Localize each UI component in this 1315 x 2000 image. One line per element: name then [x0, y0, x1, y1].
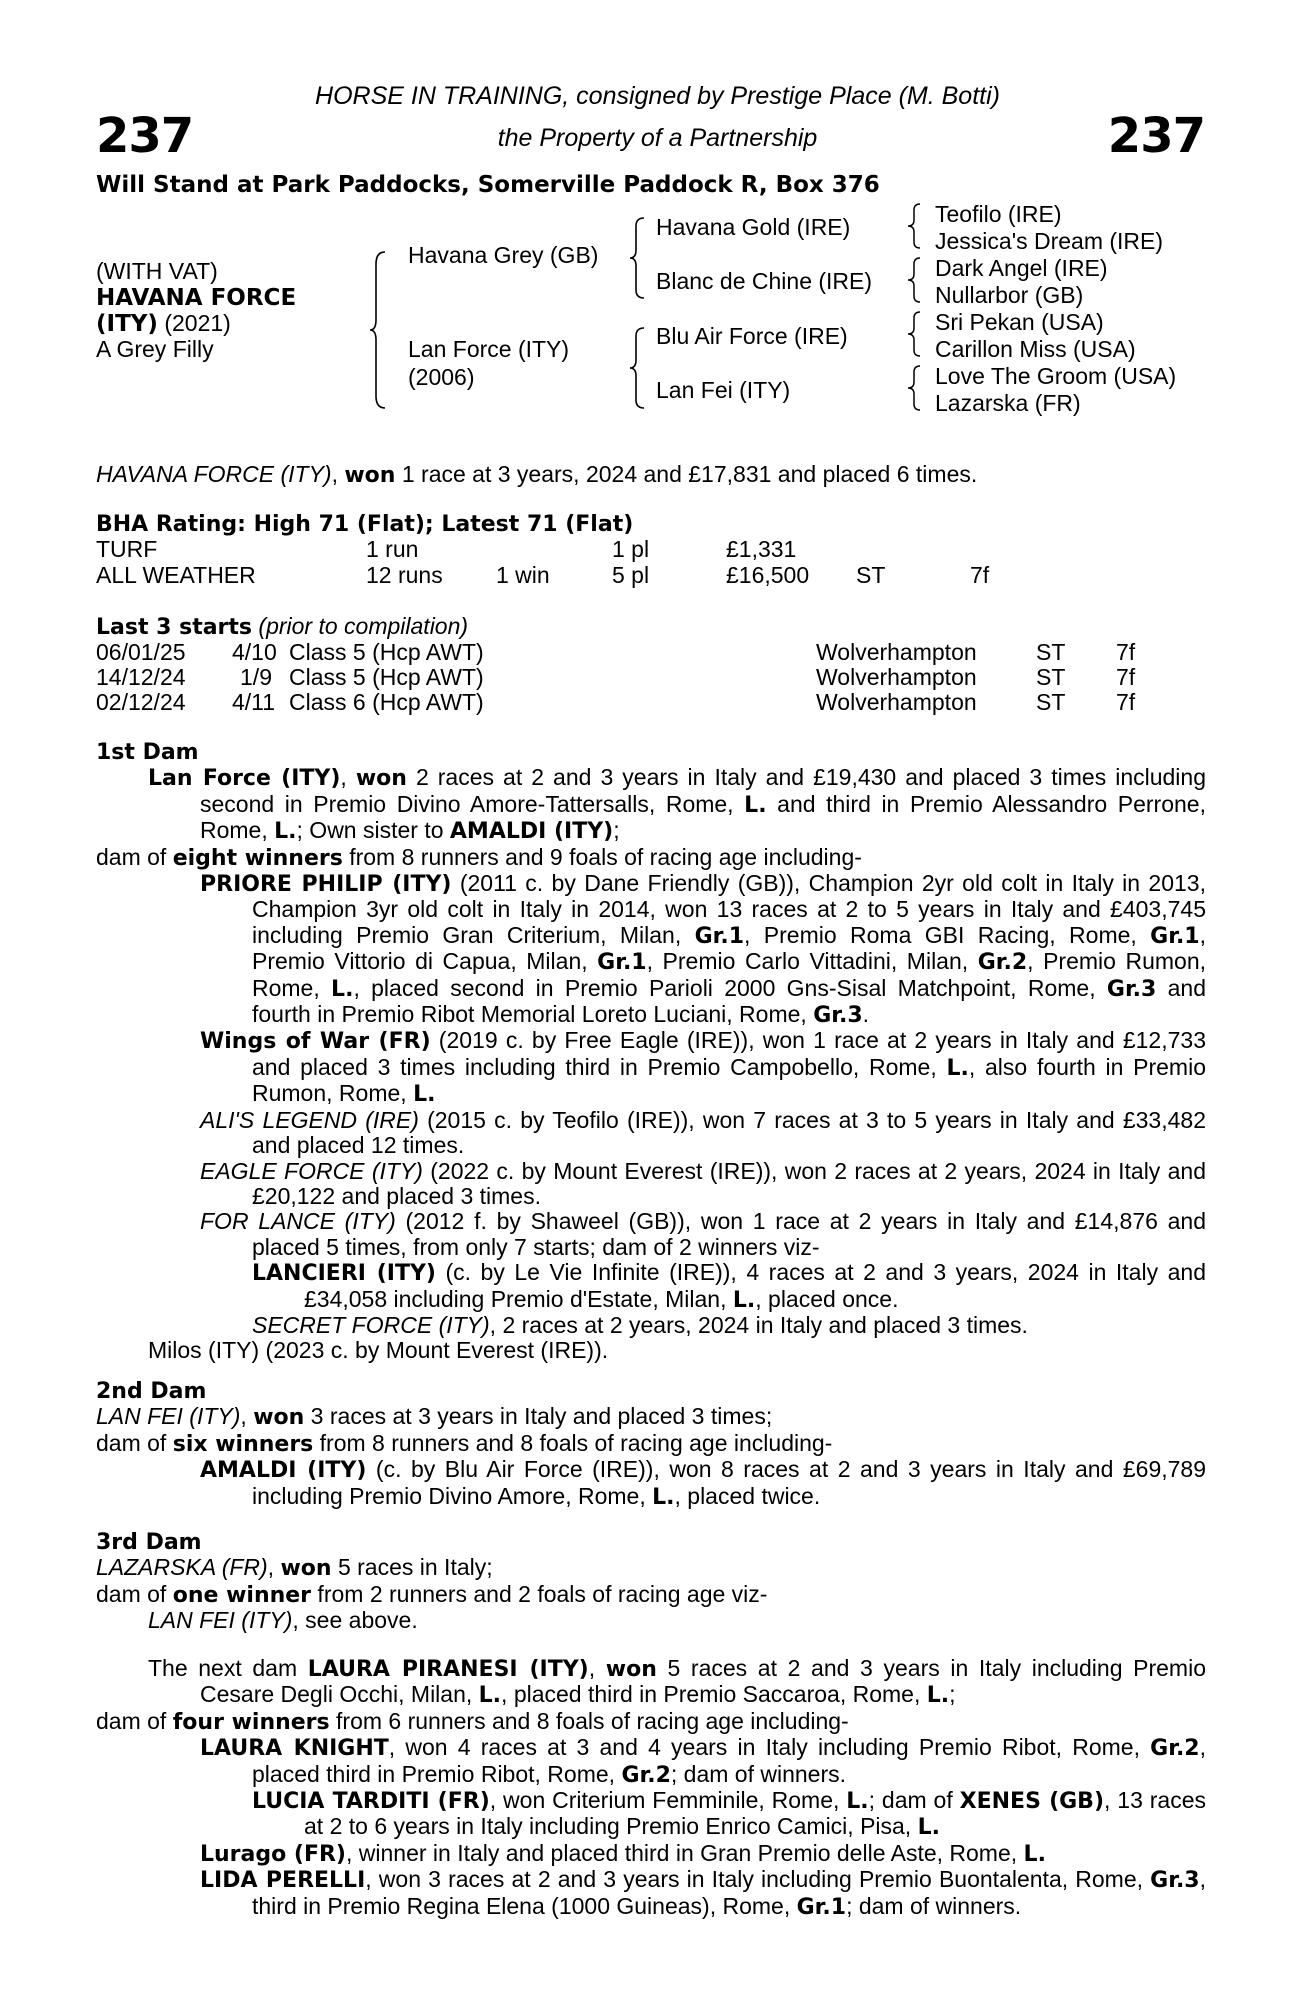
lot-number-right: 237	[1107, 108, 1205, 164]
pedigree-brace-sire	[630, 216, 648, 300]
summary-name: HAVANA FORCE (ITY)	[96, 461, 332, 487]
horse-name: HAVANA FORCE	[96, 285, 297, 311]
section-heading: 2nd Dam	[96, 1379, 207, 1404]
horse-country: (ITY)	[96, 311, 158, 337]
next-dam-section: The next dam LAURA PIRANESI (ITY), won 5 races at 2 and 3 years in Italy including Premio Cesare Degli Occhi, Milan, L., placed third in Premio Saccaroa, Rome, L.; dam of four winners from 6 runners and 8 foals of racing age including- LAURA KNIGHT, won 4 races at 3 and 4 years in Italy including Premio Ribot, Rome, Gr.2, placed third in Premio Ribot, Rome, Gr.2; dam of winners. LUCIA TARDITI (FR), won Criterium Femminile, Rome, L.; dam of XENES (GB), 13 races at 2 to 6 years in Italy including Premio Enrico Camici, Pisa, L. Lurago (FR), winner in Italy and placed third in Gran Premio delle Aste, Rome, L. LIDA PERELLI, won 3 races at 2 and 3 years in Italy including Premio Buontalenta, Rome, Gr.3, third in Premio Regina Elena (1000 Guineas), Rome, Gr.1; dam of winners.	[96, 1655, 1207, 1920]
gen3-1: Teofilo (IRE)	[935, 201, 1062, 227]
pedigree-brace-main	[370, 250, 390, 410]
pedigree-brace-g3d	[908, 364, 924, 412]
horse-year: (2021)	[164, 310, 231, 336]
catalogue-page: 237 237 HORSE IN TRAINING, consigned by Prestige Place (M. Botti) the Property of a Partnership Will Stand at Park Paddocks, Somerville Paddock R, Box 376 (WITH VAT) HAVANA FORCE (ITY) (2021) A Grey Filly Havana Grey (GB) Lan Force (ITY) (2006) Havana Gold (IRE) Blanc de Chine (IRE) Blu Air Force (IRE) Lan Fei (ITY) Teofilo (IRE) Jessica's Dream (IRE) Dark Angel (IRE) Nullarbor (GB) Sri Pekan (USA) Carillon Miss (USA) Love The Groom (USA) Lazarska (FR) HAVANA FORCE (ITY), won 1 race at 3 years, 2024 and £17,831 and placed 6 times. BHA Rating: High 71 (Flat); Latest 71 (Flat) TURF 1 run 1 pl £1,331 ALL WEATHER 12 runs 1 win 5 pl £16,500 ST 7f Last 3 starts (prior to compilation) 06/01/25 4/10 Class 5 (Hcp AWT) Wolverhampton ST 7f 14/12/24 1/9 Class 5 (Hcp AWT) Wolverhampton ST 7f 02/12/24 4/11 Class 6 (Hcp AWT) Wolverhampton ST 7f 1st Dam Lan Force (ITY), won 2 races at 2 and 3 years in Italy and £19,430 and placed 3 times including second in Premio Divino Amore-Tattersalls, Rome, L. and third in Premio Alessandro Perrone, Rome, L.; Own sister to AMALDI (ITY); dam of eight winners from 8 runners and 9 foals of racing age including- PRIORE PHILIP (ITY) (2011 c. by Dane Friendly (GB)), Champion 2yr old colt in Italy in 2013, Champion 3yr old colt in Italy in 2014, won 13 races at 2 to 5 years in Italy and £403,745 including Premio Gran Criterium, Milan, Gr.1, Premio Roma GBI Racing, Rome, Gr.1, Premio Vittorio di Capua, Milan, Gr.1, Premio Carlo Vittadini, Milan, Gr.2, Premio Rumon, Rome, L., placed second in Premio Parioli 2000 Gns-Sisal Matchpoint, Rome, Gr.3 and fourth in Premio Ribot Memorial Loreto Luciani, Rome, Gr.3. Wings of War (FR) (2019 c. by Free Eagle (IRE)), won 1 race at 2 years in Italy and £12,733 and placed 3 times including third in Premio Campobello, Rome, L., also fourth in Premio Rumon, Rome, L. ALI'S LEGEND (IRE) (2015 c. by Teofilo (IRE)), won 7 races at 3 to 5 years in Italy and £33,482 and placed 12 times. EAGLE FORCE (ITY) (2022 c. by Mount Everest (IRE)), won 2 races at 2 years, 2024 in Italy and £20,122 and placed 3 times. FOR LANCE (ITY) (2012 f. by Shaweel (GB)), won 1 race at 2 years in Italy and £14,876 and placed 5 times, from only 7 starts; dam of 2 winners viz- LANCIERI (ITY) (c. by Le Vie Infinite (IRE)), 4 races at 2 and 3 years, 2024 in Italy and £34,058 including Premio d'Estate, Milan, L., placed once. SECRET FORCE (ITY), 2 races at 2 years, 2024 in Italy and placed 3 times. Milos (ITY) (2023 c. by Mount Everest (IRE)). 2nd Dam LAN FEI (ITY), won 3 races at 3 years in Italy and placed 3 times; dam of six winners from 8 runners and 8 foals of racing age including- AMALDI (ITY) (c. by Blu Air Force (IRE)), won 8 races at 2 and 3 years in Italy and £69,789 including Premio Divino Amore, Rome, L., placed twice. 3rd Dam LAZARSKA (FR), won 5 races in Italy; dam of one winner from 2 runners and 2 foals of racing age viz- LAN FEI (ITY), see above. The next dam LAURA PIRANESI (ITY), won 5 races at 2 and 3 years in Italy including Premio Cesare Degli Occhi, Milan, L., placed third in Premio Saccaroa, Rome, L.; dam of four winners from 6 runners and 8 foals of racing age including- LAURA KNIGHT, won 4 races at 3 and 4 years in Italy including Premio Ribot, Rome, Gr.2, placed third in Premio Ribot, Rome, Gr.2; dam of winners. LUCIA TARDITI (FR), won Criterium Femminile, Rome, L.; dam of XENES (GB), 13 races at 2 to 6 years in Italy including Premio Enrico Camici, Pisa, L. Lurago (FR), winner in Italy and placed third in Gran Premio delle Aste, Rome, L. LIDA PERELLI, won 3 races at 2 and 3 years in Italy including Premio Buontalenta, Rome, Gr.3, third in Premio Regina Elena (1000 Guineas), Rome, Gr.1; dam of winners.	[0, 0, 1315, 2000]
race-summary: HAVANA FORCE (ITY), won 1 race at 3 years, 2024 and £17,831 and placed 6 times.	[96, 461, 978, 488]
pedigree-brace-g3b	[908, 256, 924, 304]
section-heading: 3rd Dam	[96, 1530, 202, 1555]
first-dam-section: 1st Dam Lan Force (ITY), won 2 races at 2 and 3 years in Italy and £19,430 and placed 3 times including second in Premio Divino Amore-Tattersalls, Rome, L. and third in Premio Alessandro Perrone, Rome, L.; Own sister to AMALDI (ITY); dam of eight winners from 8 runners and 9 foals of racing age including- PRIORE PHILIP (ITY) (2011 c. by Dane Friendly (GB)), Champion 2yr old colt in Italy in 2013, Champion 3yr old colt in Italy in 2014, won 13 races at 2 to 5 years in Italy and £403,745 including Premio Gran Criterium, Milan, Gr.1, Premio Roma GBI Racing, Rome, Gr.1, Premio Vittorio di Capua, Milan, Gr.1, Premio Carlo Vittadini, Milan, Gr.2, Premio Rumon, Rome, L., placed second in Premio Parioli 2000 Gns-Sisal Matchpoint, Rome, Gr.3 and fourth in Premio Ribot Memorial Loreto Luciani, Rome, Gr.3. Wings of War (FR) (2019 c. by Free Eagle (IRE)), won 1 race at 2 years in Italy and £12,733 and placed 3 times including third in Premio Campobello, Rome, L., also fourth in Premio Rumon, Rome, L. ALI'S LEGEND (IRE) (2015 c. by Teofilo (IRE)), won 7 races at 3 to 5 years in Italy and £33,482 and placed 12 times. EAGLE FORCE (ITY) (2022 c. by Mount Everest (IRE)), won 2 races at 2 years, 2024 in Italy and £20,122 and placed 3 times. FOR LANCE (ITY) (2012 f. by Shaweel (GB)), won 1 race at 2 years in Italy and £14,876 and placed 5 times, from only 7 starts; dam of 2 winners viz- LANCIERI (ITY) (c. by Le Vie Infinite (IRE)), 4 races at 2 and 3 years, 2024 in Italy and £34,058 including Premio d'Estate, Milan, L., placed once. SECRET FORCE (ITY), 2 races at 2 years, 2024 in Italy and placed 3 times. Milos (ITY) (2023 c. by Mount Everest (IRE)).	[96, 740, 1207, 1364]
gen3-8: Lazarska (FR)	[935, 390, 1081, 416]
property-line: the Property of a Partnership	[497, 124, 818, 152]
section-heading: 1st Dam	[96, 740, 199, 765]
gen3-3: Dark Angel (IRE)	[935, 255, 1108, 281]
dam-dam: Lan Fei (ITY)	[656, 377, 791, 403]
vat-note: (WITH VAT)	[96, 258, 218, 284]
last-starts-title: Last 3 starts (prior to compilation)	[96, 613, 469, 640]
sire-dam: Blanc de Chine (IRE)	[656, 268, 873, 294]
stand-location: Will Stand at Park Paddocks, Somerville Paddock R, Box 376	[96, 172, 880, 198]
lot-number-left: 237	[96, 108, 194, 164]
gen3-4: Nullarbor (GB)	[935, 282, 1084, 308]
pedigree-brace-dam	[630, 326, 648, 410]
dam-year: (2006)	[408, 364, 475, 390]
gen3-5: Sri Pekan (USA)	[935, 309, 1104, 335]
gen3-7: Love The Groom (USA)	[935, 363, 1177, 389]
gen3-6: Carillon Miss (USA)	[935, 336, 1136, 362]
sire: Havana Grey (GB)	[408, 242, 599, 268]
horse-description: A Grey Filly	[96, 336, 214, 362]
third-dam-section: 3rd Dam LAZARSKA (FR), won 5 races in Italy; dam of one winner from 2 runners and 2 foals of racing age viz- LAN FEI (ITY), see above.	[96, 1530, 1206, 1634]
dam: Lan Force (ITY)	[408, 336, 570, 362]
sire-sire: Havana Gold (IRE)	[656, 214, 851, 240]
gen3-2: Jessica's Dream (IRE)	[935, 228, 1164, 254]
consignor-line: HORSE IN TRAINING, consigned by Prestige Place (M. Botti)	[315, 82, 1000, 110]
pedigree-brace-g3a	[908, 202, 924, 250]
second-dam-section: 2nd Dam LAN FEI (ITY), won 3 races at 3 years in Italy and placed 3 times; dam of six winners from 8 runners and 8 foals of racing age including- AMALDI (ITY) (c. by Blu Air Force (IRE)), won 8 races at 2 and 3 years in Italy and £69,789 including Premio Divino Amore, Rome, L., placed twice.	[96, 1379, 1206, 1510]
bha-title: BHA Rating: High 71 (Flat); Latest 71 (Flat)	[96, 512, 634, 537]
dam-sire: Blu Air Force (IRE)	[656, 323, 848, 349]
pedigree-brace-g3c	[908, 310, 924, 358]
